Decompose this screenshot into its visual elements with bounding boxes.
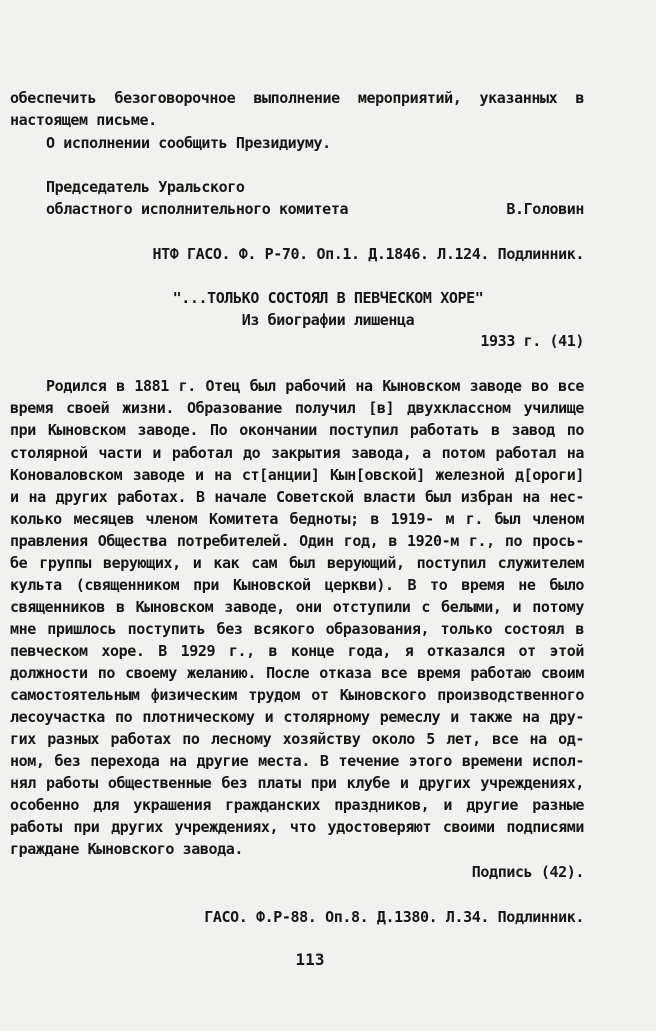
body-line: при Кыновском заводе. По окончании поступил работать в завод по (10, 421, 584, 439)
body-line: бе группы верующих, и как сам был верующий, поступил служителем (10, 554, 584, 572)
body-line: колько месяцев членом Комитета бедноты; в 1919- м г. был членом (10, 510, 584, 528)
page-number: 113 (295, 950, 325, 969)
continuation-line-2: настоящем письме. (10, 111, 157, 129)
document-date: 1933 г. (41) (480, 332, 584, 350)
body-line: певческом хоре. В 1929 г., в конце года, я отказался от этой (10, 642, 584, 660)
signatory-row (46, 199, 584, 219)
body-line: самостоятельным физическим трудом от Кыновского производственного (10, 686, 584, 704)
body-line: мне пришлось поступить без всякого образования, только состоял в (10, 620, 584, 638)
body-line: нял работы общественные без платы при клубе и других учреждениях, (10, 774, 584, 792)
body-line: культа (священником при Кыновской церкви). В то время не было (10, 576, 584, 594)
body-line: гих разных работах по лесному хозяйству около 5 лет, все на од- (10, 730, 584, 748)
body-line: время своей жизни. Образование получил [в] двухклассном училище (10, 399, 584, 417)
body-line: работы при других учреждениях, что удостоверяют своими подписями (10, 818, 584, 836)
body-line: лесоучастка по плотническому и столярному ремеслу и также на дру- (10, 708, 584, 726)
archive-reference-1: НТФ ГАСО. Ф. Р-70. Оп.1. Д.1846. Л.124. Подлинник. (152, 245, 584, 263)
body-line: столярной части и работал до закрытия завода, а потом работал на (10, 444, 584, 462)
body-line: и на других работах. В начале Советской власти был избран на нес- (10, 488, 584, 506)
continuation-line-1: обеспечить безоговорочное выполнение мероприятий, указанных в (10, 89, 584, 107)
signatory-title-line-1: Председатель Уральского (46, 178, 245, 196)
body-line: Коноваловском заводе и на ст[анции] Кын[овской] железной д[ороги] (10, 466, 584, 484)
body-line: должности по своему желанию. После отказа все время работаю своим (10, 664, 584, 682)
signatory-title-line-2: областного исполнительного комитета (46, 200, 349, 218)
body-line: ном, без перехода на другие места. В течение этого времени испол- (10, 752, 584, 770)
closing-sentence: О исполнении сообщить Президиуму. (46, 134, 331, 152)
body-line: граждане Кыновского завода. (10, 840, 244, 858)
document-subtitle: Из биографии лишенца (241, 311, 415, 329)
body-line: правления Общества потребителей. Один год, в 1920-м г., по прось- (10, 532, 584, 550)
signatory-name: В.Головин (506, 200, 584, 218)
body-line: священников в Кыновском заводе, они отступили с белыми, и потому (10, 598, 584, 616)
document-title: "...ТОЛЬКО СОСТОЯЛ В ПЕВЧЕСКОМ ХОРЕ" (172, 289, 484, 307)
signature-note: Подпись (42). (471, 863, 584, 881)
body-line: Родился в 1881 г. Отец был рабочий на Кыновском заводе во все (46, 377, 584, 395)
archive-reference-2: ГАСО. Ф.Р-88. Оп.8. Д.1380. Л.34. Подлинник. (204, 908, 584, 926)
body-line: особенно для украшения гражданских праздников, и другие разные (10, 796, 584, 814)
